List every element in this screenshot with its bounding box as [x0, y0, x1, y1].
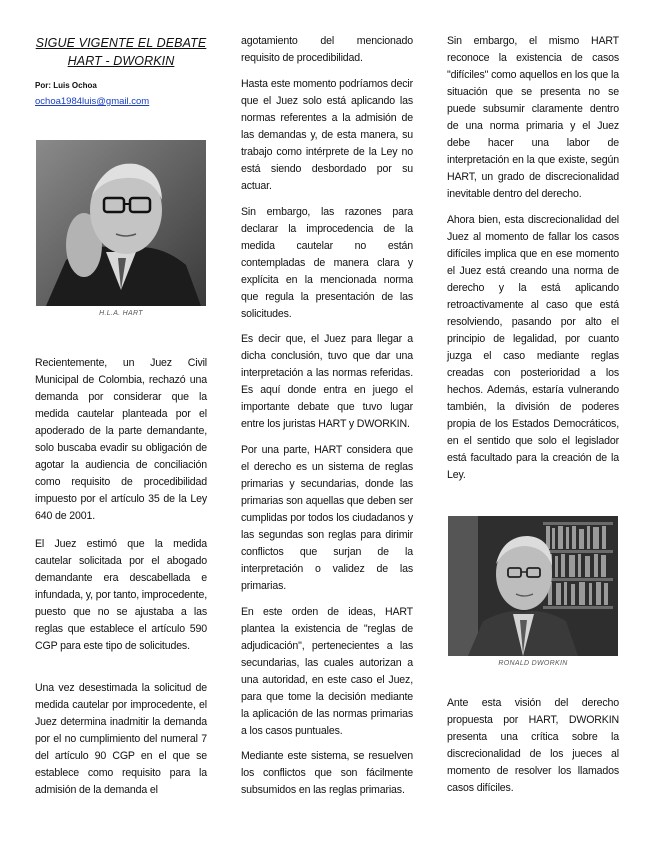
author-email-link[interactable]: ochoa1984luis@gmail.com [35, 96, 150, 107]
dworkin-caption: RONALD DWORKIN [498, 660, 568, 667]
col2-paragraph-6: Mediante este sistema, se resuelven los conflictos que son fácilmente subsumidos en las reglas primarias. [241, 750, 413, 796]
col2-paragraph-5: En este orden de ideas, HART plantea la existencia de "reglas de adjudicación", pertenecientes a las secundarias, las cuales autorizan a una autoridad, en este caso el Juez, para que tome la decisión mediante la aplicación de las normas primarias a los casos puntuales. [241, 606, 413, 737]
col1-paragraph-1: Recientemente, un Juez Civil Municipal de Colombia, rechazó una demanda por considerar que la medida cautelar planteada por el apoderado de la parte demandante, solo buscaba evadir su obligación de agotar la audiencia de conciliación como requisito de procedibilidad impuesto por el artículo 35 de la Ley 640 de 2001. [35, 357, 207, 522]
article-title: SIGUE VIGENTE EL DEBATE HART - DWORKIN [35, 36, 207, 68]
col2-paragraph-1: Hasta este momento podríamos decir que el Juez solo está aplicando las normas referentes a la admisión de las demandas y, de esta manera, su trabajo como intérprete de la Ley no está siendo desbordado por su actuar. [241, 78, 413, 192]
col3-paragraph-3: Ante esta visión del derecho propuesta por HART, DWORKIN presenta una crítica sobre la discrecionalidad de los jueces al momento de resolver los llamados casos difíciles. [447, 697, 619, 794]
author-byline: Por: Luis Ochoa [35, 81, 97, 90]
col3-paragraph-1: Sin embargo, el mismo HART reconoce la existencia de casos "difíciles" como aquellos en los que la situación que se presenta no se puede subsumir claramente dentro de una norma primaria y el Juez debe hacer una labor de interpretación en la que existe, según HART, un grado de discrecionalidad inevitable dentro del derecho. [447, 35, 619, 200]
col1-paragraph-3: Una vez desestimada la solicitud de medida cautelar por improcedente, el Juez determina inadmitir la demanda por el no cumplimiento del numeral 7 del artículo 90 CGP en el que se establece como requisito para la admisión de la demanda el [35, 682, 207, 796]
col2-paragraph-2: Sin embargo, las razones para declarar la improcedencia de la medida cautelar no están contempladas de manera clara y explícita en la mencionada norma que regula la presentación de las solicitudes. [241, 206, 413, 320]
hart-photo [36, 140, 206, 306]
col1-paragraph-2: El Juez estimó que la medida cautelar solicitada por el abogado demandante era descabellada e infundada, y, por tanto, improcedente, puesto que no se ajustaba a las reglas que establece el artículo 590 CGP para este tipo de solicitudes. [35, 538, 207, 652]
col2-paragraph-0: agotamiento del mencionado requisito de procedibilidad. [241, 35, 413, 64]
col3-paragraph-2: Ahora bien, esta discrecionalidad del Juez al momento de fallar los casos difíciles implica que en ese momento el Juez está creando una norma de derecho y la está aplicando retroactivamente al caso que está resolviendo, pasando por alto el principio de legalidad, por cuanto juzga el caso mediante reglas creadas con posterioridad a los hechos. Además, estaría vulnerando también, la división de poderes propia de los Estados Democráticos, en el sentido que solo el legislador está facultado para la creación de la Ley. [447, 214, 619, 481]
col2-paragraph-3: Es decir que, el Juez para llegar a dicha conclusión, tuvo que dar una interpretación a las normas referidas. Es aquí donde entra en juego el importante debate que tuvo lugar entre los juristas HART y DWORKIN. [241, 333, 413, 430]
hart-caption: H.L.A. HART [99, 310, 143, 317]
col2-paragraph-4: Por una parte, HART considera que el derecho es un sistema de reglas primarias y secundarias, donde las primarias son aquellas que deben ser cumplidas por todos los ciudadanos y las segundas son reglas para dirimir conflictos que surjan de la interpretación o validez de las primarias. [241, 444, 413, 592]
dworkin-photo [448, 516, 618, 656]
